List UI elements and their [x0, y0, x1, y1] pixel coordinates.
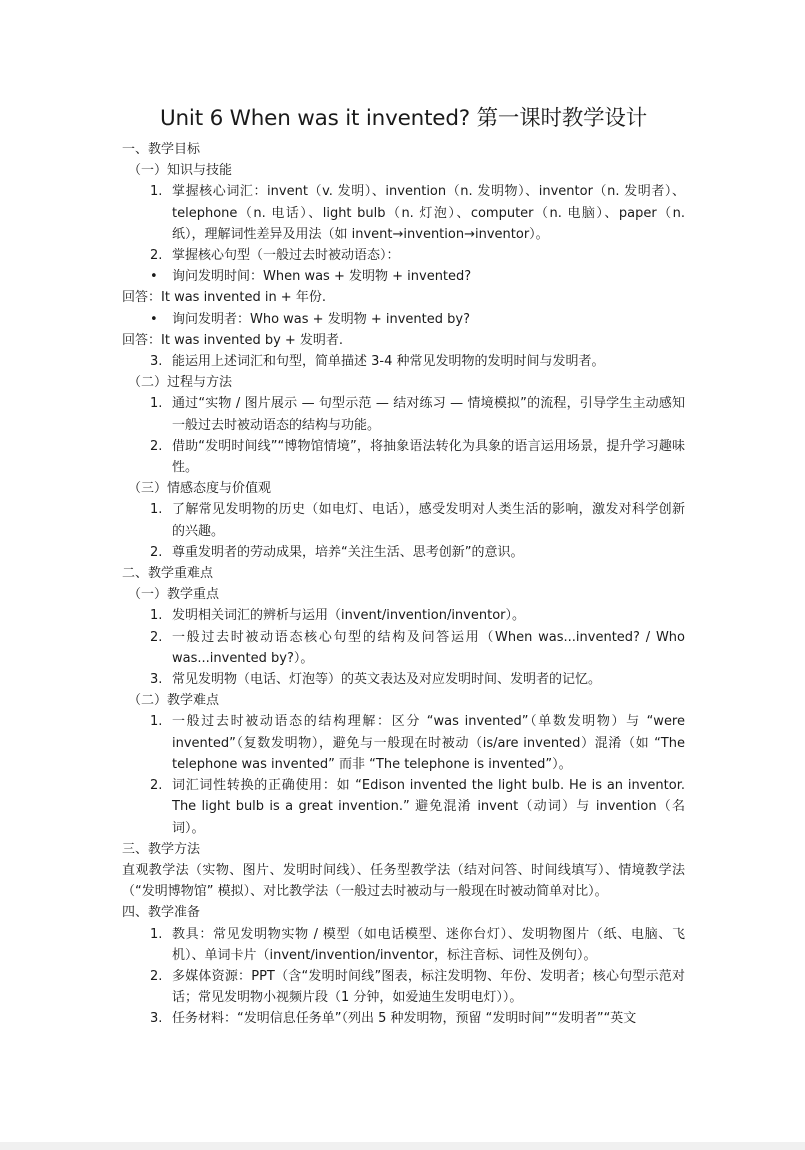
subsection-heading: （三）情感态度与价值观 [128, 481, 272, 497]
section-heading-2: 二、教学重难点 [122, 566, 214, 582]
list-item [122, 669, 685, 690]
list-item [122, 393, 685, 435]
list-item [122, 711, 685, 775]
list-item-text: 词汇词性转换的正确使用：如 “Edison invented the light bulb. He is an inventor. The light bulb is a great invention.” 避免混淆 invent（动词）与 invention（名词）。 [172, 778, 685, 836]
bullet-text: 询问发明者：Who was + 发明物 + invented by? [172, 311, 470, 327]
list-item [122, 351, 685, 372]
list-number: 3. [150, 354, 163, 370]
list-item-text: 尊重发明者的劳动成果，培养“关注生活、思考创新”的意识。 [172, 544, 524, 560]
list-number: 2. [150, 248, 163, 264]
section-heading-1: 一、教学目标 [122, 142, 201, 157]
list-number: 3. [150, 1011, 163, 1027]
answer-line: 回答：It was invented in + 年份. [122, 290, 326, 306]
list-item-text: 常见发明物（电话、灯泡等）的英文表达及对应发明时间、发明者的记忆。 [172, 672, 602, 688]
subsection-heading: （一）知识与技能 [128, 163, 233, 179]
list-item [122, 245, 685, 266]
list-item-text: 任务材料：“发明信息任务单”（列出 5 种发明物，预留 “发明时间”“发明者”“英文 [172, 1011, 637, 1027]
list-item-text: 一般过去时被动语态的结构理解：区分 “was invented”（单数发明物）与 “were invented”（复数发明物），避免与一般现在时被动（is/are invented）混淆（如 “The telephone was invented” 而非 “The telephone is invented”）。 [172, 714, 685, 772]
answer-line: 回答：It was invented by + 发明者. [122, 332, 344, 348]
list-item [122, 542, 685, 563]
list-item-text: 通过“实物 / 图片展示 — 句型示范 — 结对练习 — 情境模拟”的流程，引导学生主动感知一般过去时被动语态的结构与功能。 [172, 396, 685, 433]
subsection-heading: （一）教学重点 [128, 587, 220, 603]
list-item-text: 教具：常见发明物实物 / 模型（如电话模型、迷你台灯）、发明物图片（纸、电脑、飞机）、单词卡片（invent/invention/inventor，标注音标、词性及例句）。 [172, 926, 685, 963]
list-number: 2. [150, 629, 163, 645]
subsection-heading: （二）教学难点 [128, 693, 220, 709]
bullet-icon: • [150, 311, 158, 327]
list-item [122, 627, 685, 669]
list-item [122, 605, 685, 626]
list-item-text: 掌握核心词汇：invent（v. 发明）、invention（n. 发明物）、inventor（n. 发明者）、telephone（n. 电话）、light bulb（n. 灯泡）、computer（n. 电脑）、paper（n. 纸），理解词性差异及用法（如 invent→invention→inventor）。 [172, 184, 685, 242]
section-heading-4: 四、教学准备 [122, 905, 201, 921]
bullet-item [122, 266, 685, 287]
bullet-item [122, 309, 685, 330]
bullet-text: 询问发明时间：When was + 发明物 + invented? [172, 269, 472, 285]
subsection-heading: （二）过程与方法 [128, 375, 233, 391]
section-heading-3: 三、教学方法 [122, 841, 201, 857]
list-number: 3. [150, 672, 163, 688]
list-item [122, 775, 685, 839]
list-item-text: 多媒体资源：PPT（含“发明时间线”图表，标注发明物、年份、发明者；核心句型示范对话；常见发明物小视频片段（1 分钟，如爱迪生发明电灯））。 [172, 968, 685, 1006]
list-number: 1. [150, 184, 163, 200]
list-number: 2. [150, 544, 163, 560]
list-number: 2. [150, 778, 163, 794]
list-item-text: 能运用上述词汇和句型，简单描述 3-4 种常见发明物的发明时间与发明者。 [172, 354, 605, 370]
list-item-text: 一般过去时被动语态核心句型的结构及问答运用（When was...invented? / Who was...invented by?）。 [172, 629, 685, 666]
page-title: Unit 6 When was it invented? 第一课时教学设计 [159, 106, 648, 131]
list-number: 1. [150, 608, 163, 624]
list-number: 2. [150, 968, 163, 984]
bullet-icon: • [150, 269, 158, 285]
list-item-text: 借助“发明时间线”“博物馆情境”，将抽象语法转化为具象的语言运用场景，提升学习趣味性。 [172, 438, 685, 476]
list-item-text: 发明相关词汇的辨析与运用（invent/invention/inventor）。 [172, 608, 525, 624]
list-number: 1. [150, 926, 163, 942]
paragraph: 直观教学法（实物、图片、发明时间线）、任务型教学法（结对问答、时间线填写）、情境教学法（“发明博物馆” 模拟）、对比教学法（一般过去时被动与一般现在时被动简单对比）。 [122, 862, 685, 900]
list-item [122, 499, 685, 541]
list-item [122, 1008, 685, 1029]
list-item [122, 181, 685, 245]
list-number: 1. [150, 396, 163, 412]
list-item-text: 掌握核心句型（一般过去时被动语态）： [172, 248, 400, 264]
list-item-text: 了解常见发明物的历史（如电灯、电话），感受发明对人类生活的影响，激发对科学创新的兴趣。 [172, 502, 685, 539]
list-number: 2. [150, 438, 163, 454]
list-number: 1. [150, 502, 163, 518]
list-item [122, 966, 685, 1008]
list-number: 1. [150, 714, 163, 730]
list-item [122, 436, 685, 478]
list-item [122, 924, 685, 966]
